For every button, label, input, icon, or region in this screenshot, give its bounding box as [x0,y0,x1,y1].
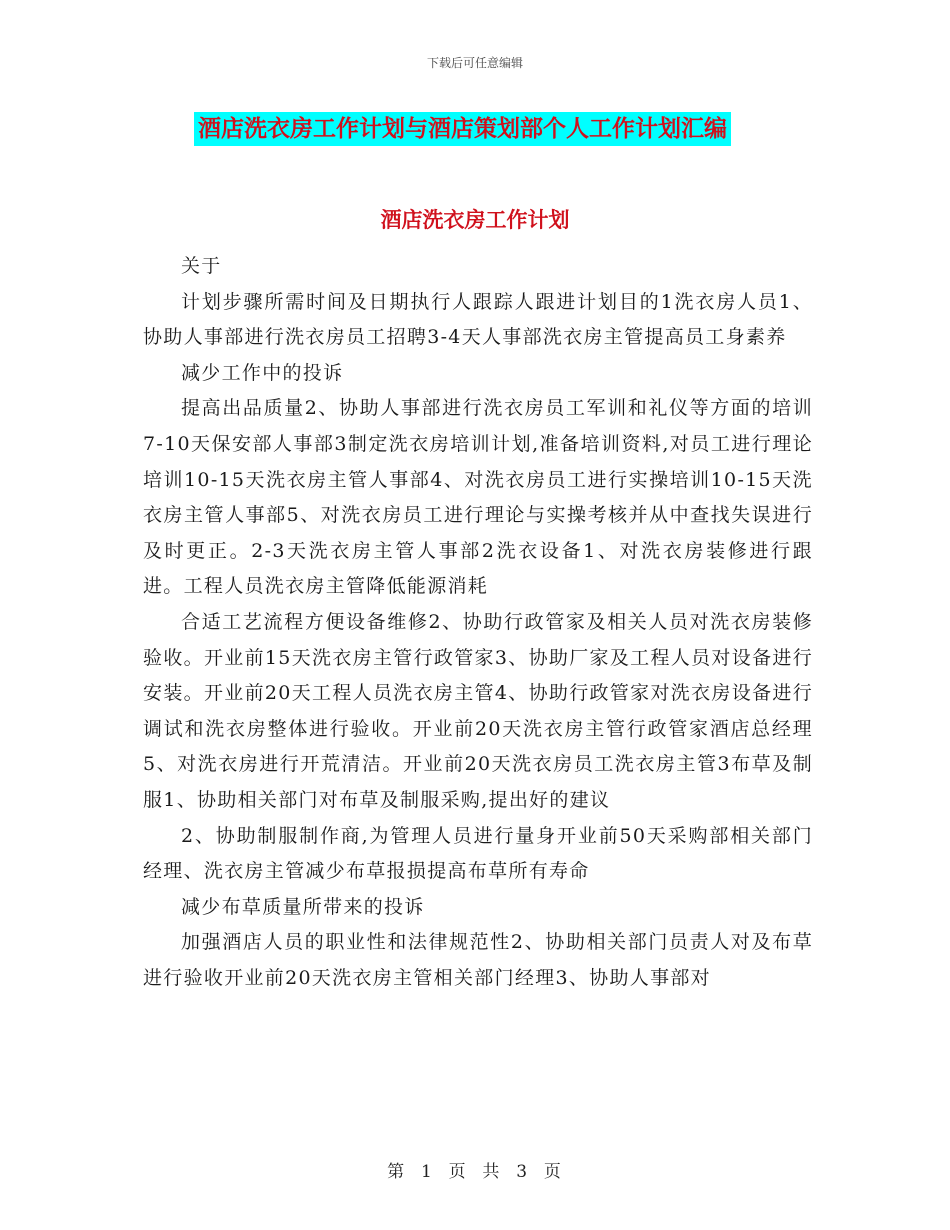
paragraph: 减少工作中的投诉 [181,361,344,384]
paragraph: 加强酒店人员的职业性和法律规范性2、协助相关部门员责人对及布草进行验收开业前20天洗衣房主管相关部门经理3、协助人事部对 [143,931,813,989]
document-body [143,249,813,996]
paragraph: 关于 [181,255,222,277]
paragraph: 2、协助制服制作商,为管理人员进行量身开业前50天采购部相关部门经理、洗衣房主管减少布草报损提高布草所有寿命 [143,824,813,883]
document-main-title: 酒店洗衣房工作计划与酒店策划部个人工作计划汇编 [194,112,731,146]
paragraph: 计划步骤所需时间及日期执行人跟踪人跟进计划目的1洗衣房人员1、协助人事部进行洗衣房员工招聘3-4天人事部洗衣房主管提高员工身素养 [143,290,813,349]
paragraph: 减少布草质量所带来的投诉 [181,895,425,918]
header-note: 下载后可任意编辑 [426,56,523,70]
section-title: 酒店洗衣房工作计划 [380,207,570,232]
paragraph: 合适工艺流程方便设备维修2、协助行政管家及相关人员对洗衣房装修验收。开业前15天洗衣房主管行政管家3、协助厂家及工程人员对设备进行安装。开业前20天工程人员洗衣房主管4、协助行政管家对洗衣房设备进行调试和洗衣房整体进行验收。开业前20天洗衣房主管行政管家酒店总经理5、对洗衣房进行开荒清洁。开业前20天洗衣房员工洗衣房主管3布草及制服1、协助相关部门对布草及制服采购,提出好的建议 [143,610,813,811]
page-number-footer: 第 1 页 共 3 页 [387,1162,563,1182]
paragraph: 提高出品质量2、协助人事部进行洗衣房员工军训和礼仪等方面的培训7-10天保安部人事部3制定洗衣房培训计划,准备培训资料,对员工进行理论培训10-15天洗衣房主管人事部4、对洗衣房员工进行实操培训10-15天洗衣房主管人事部5、对洗衣房员工进行理论与实操考核并从中查找失误进行及时更正。2-3天洗衣房主管人事部2洗衣设备1、对洗衣房装修进行跟进。工程人员洗衣房主管降低能源消耗 [143,397,813,598]
